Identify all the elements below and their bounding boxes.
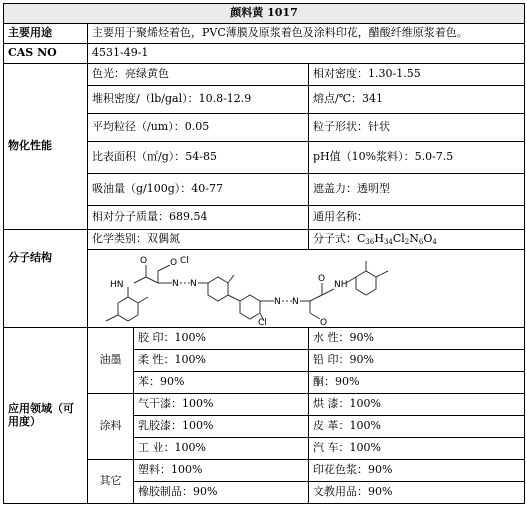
bond [106, 315, 118, 321]
atom-label-n: N [292, 296, 299, 307]
formula-count: 6 [418, 237, 424, 246]
application-item: 皮 革：100% [309, 416, 525, 438]
application-item: 汽 车：100% [309, 438, 525, 460]
application-item: 文教用品：90% [309, 482, 525, 504]
atom-label-hn: HN [110, 279, 124, 290]
application-item: 胶 印：100% [134, 328, 309, 350]
physchem-left: 堆积密度/（lb/gal）：10.8-12.9 [88, 86, 309, 114]
physchem-right: 遮盖力：透明型 [309, 174, 525, 206]
molecular-formula [309, 230, 525, 250]
chemical-category: 化学类别：双偶氮 [88, 230, 309, 250]
application-item: 乳胶漆：100% [134, 416, 309, 438]
physchem-left: 比表面积（㎡/g）：54-85 [88, 142, 309, 174]
biphenyl-ring-left [208, 277, 228, 301]
atom-label-o: O [140, 255, 148, 266]
bond [134, 277, 146, 283]
atom-label-nh: NH [334, 279, 348, 290]
application-section [4, 328, 525, 504]
structure-svg [88, 251, 524, 327]
structure-diagram [88, 250, 525, 328]
application-group-name: 涂料 [88, 394, 134, 460]
physchem-right: 通用名称： [309, 206, 525, 230]
atom-label-n: N [172, 278, 179, 289]
atom-label-cl: Cl [258, 317, 267, 327]
pigment-spec-table [3, 3, 525, 504]
physchem-right: pH值（10%浆料）：5.0-7.5 [309, 142, 525, 174]
application-item: 柔 性：100% [134, 350, 309, 372]
molecule-label: 分子结构 [4, 230, 88, 328]
usage-label: 主要用途 [4, 24, 88, 44]
application-item: 水 性：90% [309, 328, 525, 350]
application-label: 应用领域（可用度） [4, 328, 88, 504]
formula-prefix: 分子式： [313, 231, 357, 245]
formula-element: H [374, 231, 384, 245]
biphenyl-ring-right [240, 295, 260, 319]
atom-label-n: N [190, 278, 197, 289]
atom-label-cl: Cl [180, 255, 189, 266]
formula-count: 34 [383, 237, 393, 246]
formula-element: N [409, 231, 419, 245]
physchem-left: 吸油量（g/100g）：40-77 [88, 174, 309, 206]
bond [158, 265, 170, 271]
cas-label: CAS NO [4, 44, 88, 64]
atom-label-o: O [318, 273, 326, 284]
application-item: 印花色浆：90% [309, 460, 525, 482]
bond [228, 295, 240, 301]
physchem-left: 相对分子质量：689.54 [88, 206, 309, 230]
application-item: 工 业：100% [134, 438, 309, 460]
physchem-left: 平均粒径（/um）：0.05 [88, 114, 309, 142]
physchem-right: 熔点/℃：341 [309, 86, 525, 114]
physchem-left: 色光：亮绿黄色 [88, 64, 309, 86]
application-item: 苯：90% [134, 372, 309, 394]
formula-element: O [423, 231, 433, 245]
atom-label-o: O [320, 317, 328, 327]
bond [346, 277, 356, 283]
cas-value: 4531-49-1 [88, 44, 525, 64]
formula-count: 36 [365, 237, 375, 246]
application-item: 气干漆：100% [134, 394, 309, 416]
bond [376, 271, 388, 277]
formula-count: 4 [432, 237, 437, 246]
physchem-right: 粒子形状：针状 [309, 114, 525, 142]
bond [138, 297, 148, 303]
atom-label-n: N [274, 296, 281, 307]
formula-element: C [357, 231, 366, 245]
right-aryl-ring [356, 271, 376, 295]
application-item: 橡胶制品：90% [134, 482, 309, 504]
application-item: 烘 漆：100% [309, 394, 525, 416]
usage-value: 主要用于聚烯烃着色，PVC薄膜及原浆着色及涂料印花，醋酸纤维原浆着色。 [88, 24, 525, 44]
physchem-label: 物化性能 [4, 64, 88, 230]
bond [228, 275, 234, 283]
application-group-name: 油墨 [88, 328, 134, 394]
bond [310, 313, 320, 319]
left-aryl-ring [118, 297, 138, 321]
application-group-name: 其它 [88, 460, 134, 504]
bond [146, 277, 158, 283]
application-item: 塑料：100% [134, 460, 309, 482]
bond [322, 289, 334, 295]
bond [310, 295, 322, 301]
application-item: 酮：90% [309, 372, 525, 394]
physchem-right: 相对密度：1.30-1.55 [309, 64, 525, 86]
formula-count: 2 [404, 237, 410, 246]
atom-label-o: O [170, 257, 178, 268]
document-title: 颜料黄 1017 [4, 4, 525, 24]
formula-value [357, 232, 437, 245]
formula-element: Cl [392, 231, 405, 245]
application-item: 铅 印：90% [309, 350, 525, 372]
